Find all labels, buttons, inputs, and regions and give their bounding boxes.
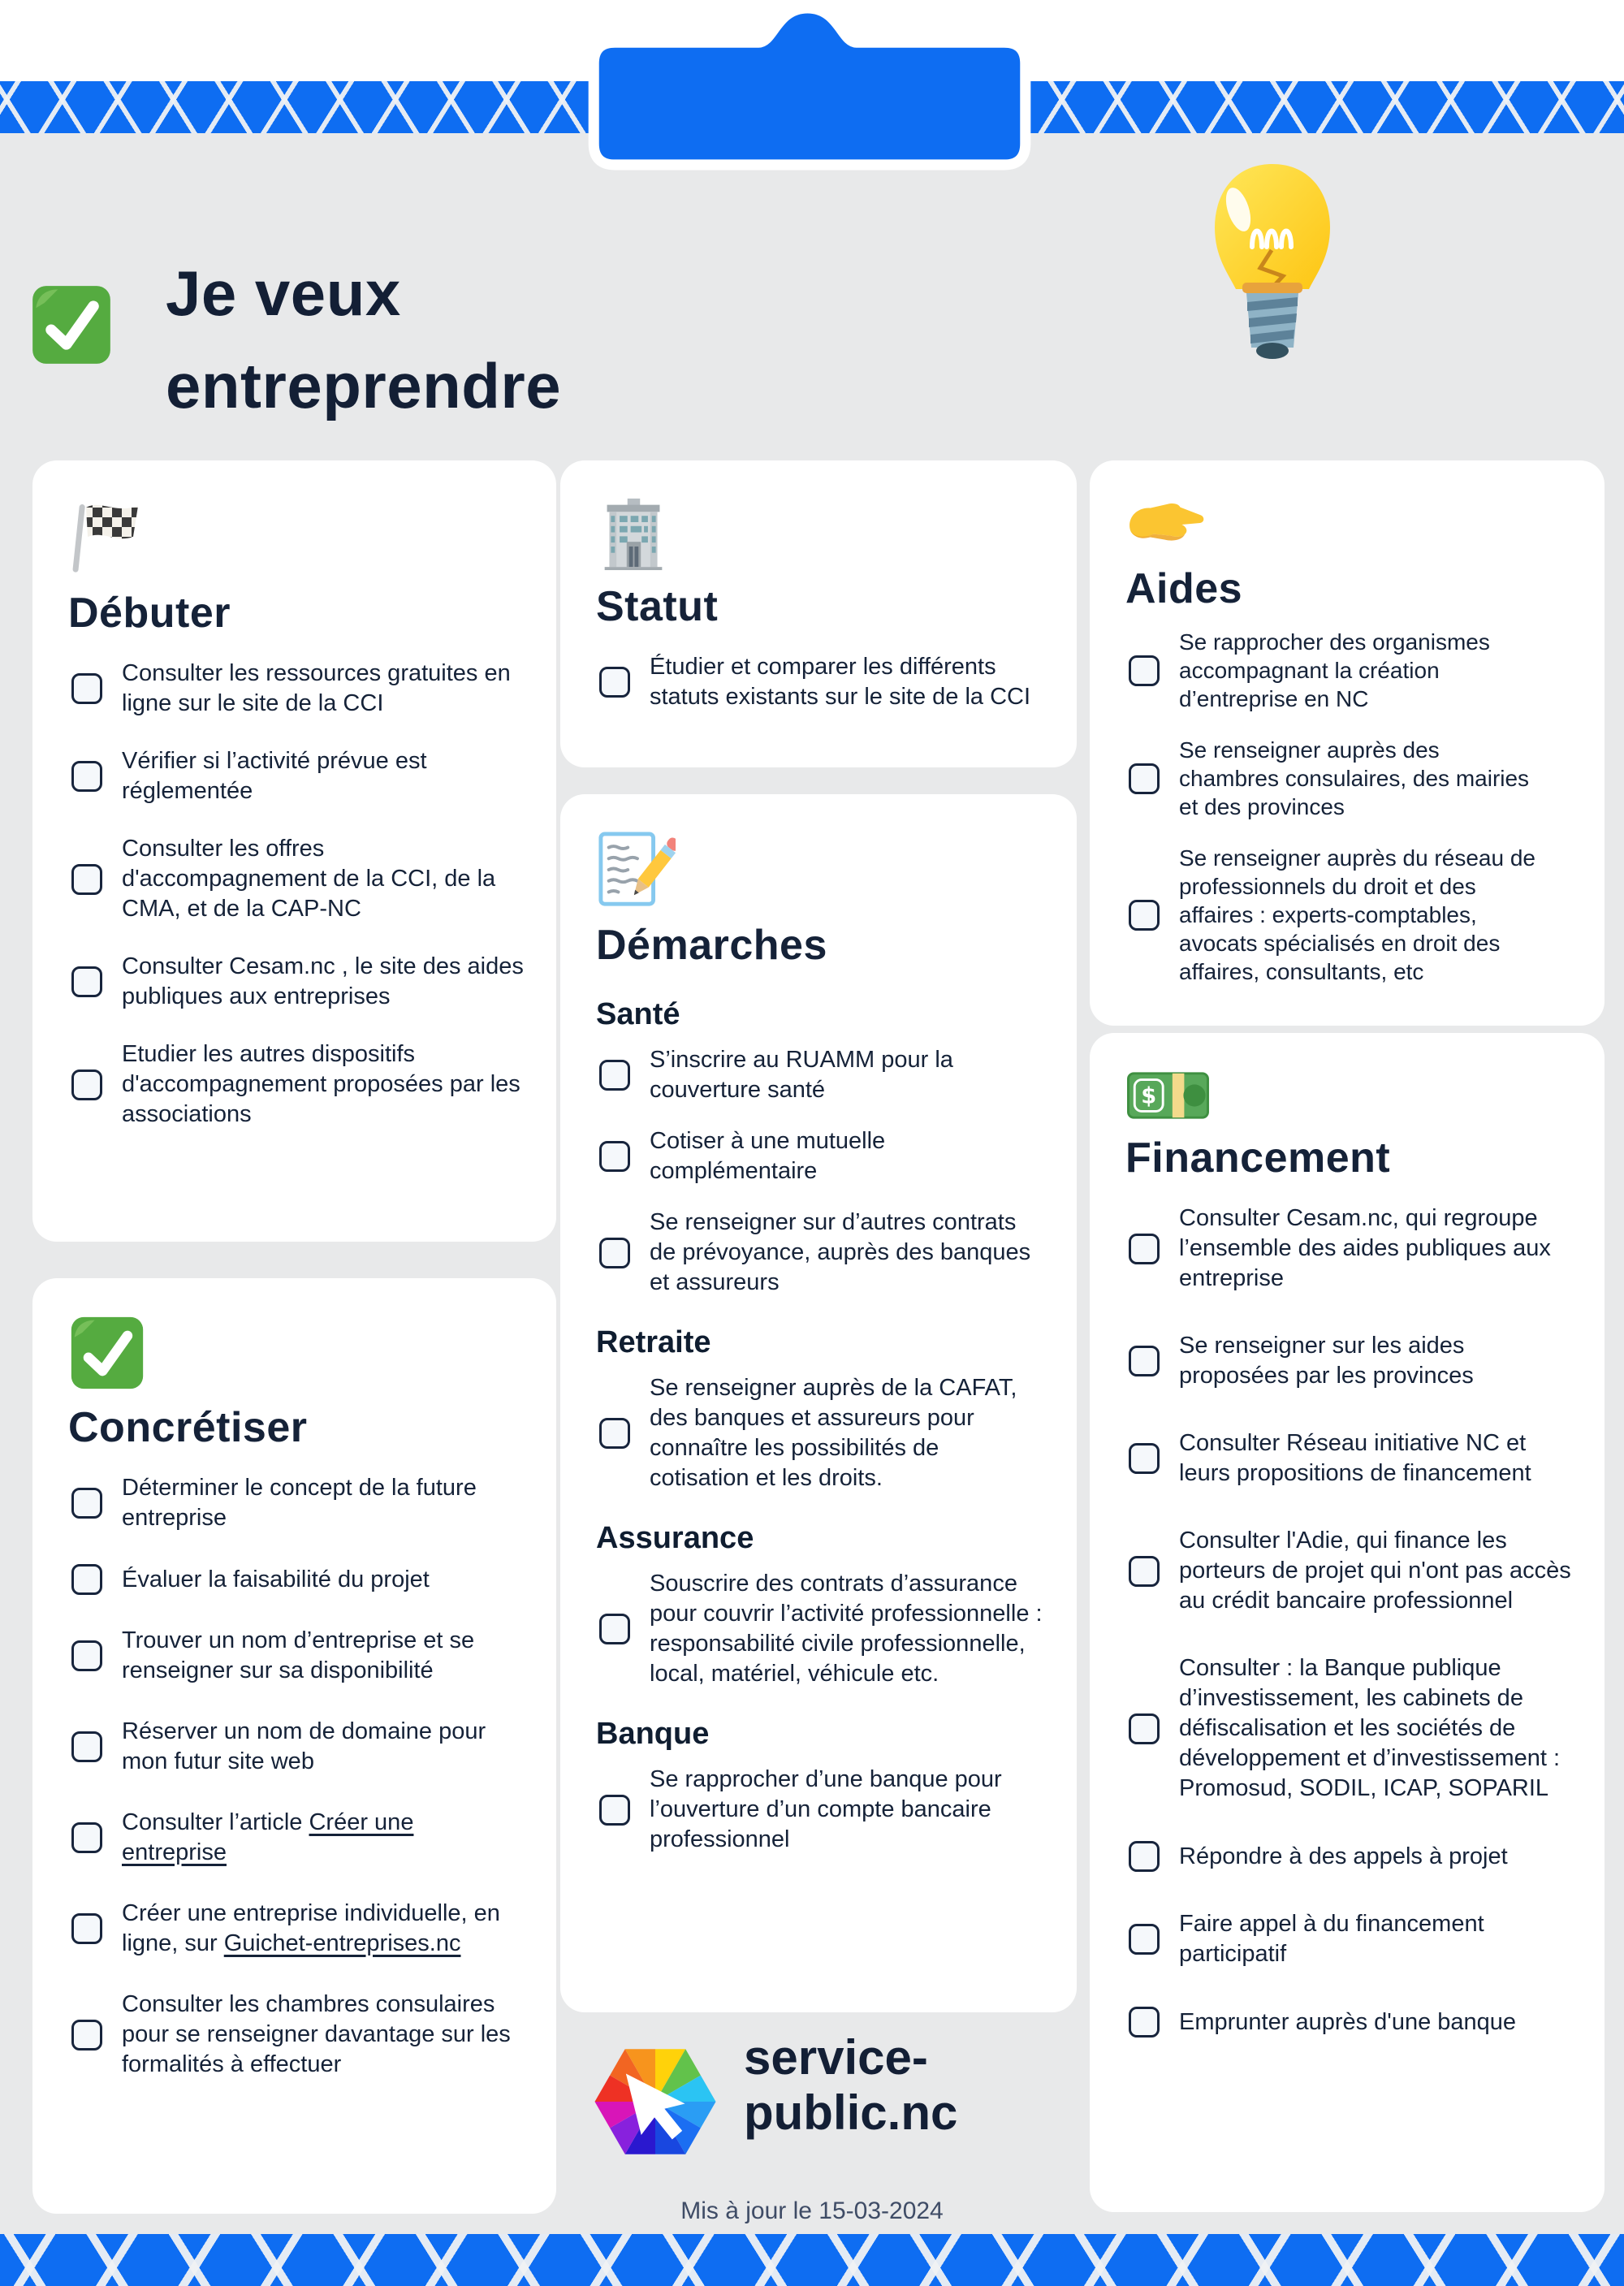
item-text: Vérifier si l’activité prévue est réglementée	[122, 748, 427, 804]
checklist-item	[1122, 736, 1572, 821]
checklist-item	[65, 1808, 524, 1868]
page-title: Je veux entreprendre	[166, 257, 562, 422]
checklist-item	[65, 659, 524, 719]
checkbox[interactable]	[1129, 763, 1160, 794]
item-text: Consulter l'Adie, qui finance les porteurs de projet qui n'ont pas accès au crédit bancaire professionnel	[1179, 1528, 1571, 1614]
item-text: Consulter les ressources gratuites en ligne sur le site de la CCI	[122, 660, 511, 716]
checkbox[interactable]	[599, 1614, 630, 1644]
decorative-band-bottom	[0, 2234, 1624, 2286]
section-label: Santé	[596, 997, 680, 1031]
checkbox[interactable]	[71, 1488, 102, 1519]
item-text: Réserver un nom de domaine pour mon futur site web	[122, 1718, 486, 1774]
checklist-item	[593, 1765, 1044, 1855]
checklist-item	[65, 746, 524, 806]
item-text: Évaluer la faisabilité du projet	[122, 1566, 430, 1592]
checkbox[interactable]	[71, 864, 102, 895]
section-label: Retraite	[596, 1325, 711, 1359]
item-text: S’inscrire au RUAMM pour la couverture santé	[650, 1047, 953, 1103]
office-building-icon	[596, 496, 671, 571]
item-text: Cotiser à une mutuelle complémentaire	[650, 1128, 886, 1184]
checkbox[interactable]	[71, 1070, 102, 1100]
checkbox[interactable]	[71, 2020, 102, 2050]
service-public-logo	[590, 2033, 721, 2170]
item-text: Trouver un nom d’entreprise et se renseigner sur sa disponibilité	[122, 1627, 475, 1683]
checkbox[interactable]	[599, 1141, 630, 1172]
checklist-item	[1122, 1428, 1572, 1489]
section-label: Assurance	[596, 1521, 754, 1555]
brand-wordmark: service- public.nc	[744, 2030, 958, 2140]
checklist-item	[1122, 1526, 1572, 1616]
checkbox[interactable]	[1129, 1841, 1160, 1872]
card-statut	[560, 460, 1077, 767]
item-text: Faire appel à du financement participatif	[1179, 1911, 1484, 1967]
checklist-item	[593, 1373, 1044, 1493]
checkbox[interactable]	[599, 1238, 630, 1268]
card-aides	[1090, 460, 1605, 1026]
checkbox[interactable]	[71, 1913, 102, 1944]
item-text: Consulter : la Banque publique d’investissement, les cabinets de défiscalisation et les sociétés de développement et d’investissement : Promosud, SODIL, ICAP, SOPARIL	[1179, 1655, 1561, 1801]
checklist-item	[1122, 1203, 1572, 1294]
item-text: Créer une entreprise individuelle, en ligne, sur Guichet-entreprises.nc	[122, 1900, 500, 1956]
item-text: Étudier et comparer les différents statuts existants sur le site de la CCI	[650, 654, 1031, 710]
checklist-item	[65, 952, 524, 1012]
item-text: Se renseigner auprès du réseau de professionnels du droit et des affaires : experts-comptables, avocats spécialisés en droit des affaires, consultants, etc	[1179, 845, 1535, 984]
card-title: Statut	[596, 583, 719, 630]
item-text: Se renseigner auprès de la CAFAT, des banques et assureurs pour connaître les possibilités de cotisation et les droits.	[650, 1375, 1017, 1491]
item-text: Consulter l’article Créer une entreprise	[122, 1809, 414, 1865]
card-title: Concrétiser	[68, 1404, 308, 1451]
checklist-item	[593, 1126, 1044, 1186]
checklist-item	[65, 1473, 524, 1533]
item-text: Se renseigner auprès des chambres consulaires, des mairies et des provinces	[1179, 737, 1530, 819]
checkbox[interactable]	[599, 1795, 630, 1826]
checklist-item	[65, 1039, 524, 1130]
checkbox[interactable]	[71, 966, 102, 997]
item-text: Consulter Cesam.nc, qui regroupe l’ensemble des aides publiques aux entreprise	[1179, 1205, 1551, 1291]
card-demarches	[560, 794, 1077, 2012]
checklist-item	[1122, 2007, 1572, 2038]
header-ribbon	[586, 3, 1033, 171]
svg-text:$: $	[1141, 1083, 1157, 1109]
inline-link[interactable]: Créer une entreprise	[122, 1809, 414, 1865]
item-text: Consulter Cesam.nc , le site des aides publiques aux entreprises	[122, 953, 524, 1009]
checkered-flag-icon	[68, 496, 149, 577]
checkbox[interactable]	[1129, 1234, 1160, 1264]
memo-pencil-icon	[596, 830, 676, 910]
checklist-item	[1122, 1909, 1572, 1969]
checkbox[interactable]	[71, 1731, 102, 1762]
green-check-icon	[29, 283, 114, 367]
checkbox[interactable]	[599, 1418, 630, 1449]
checklist-item	[65, 834, 524, 924]
card-concretiser	[32, 1278, 556, 2214]
checklist-item	[65, 1899, 524, 1959]
checklist-item	[65, 1717, 524, 1777]
checkbox[interactable]	[1129, 1713, 1160, 1744]
item-text: Déterminer le concept de la future entreprise	[122, 1475, 477, 1531]
item-text: Etudier les autres dispositifs d'accompagnement proposées par les associations	[122, 1041, 520, 1127]
item-text: Se renseigner sur les aides proposées par les provinces	[1179, 1333, 1474, 1389]
item-text: Se rapprocher d’une banque pour l’ouverture d’un compte bancaire professionnel	[650, 1766, 1002, 1852]
checklist-item	[1122, 1653, 1572, 1804]
checkbox[interactable]	[71, 761, 102, 792]
card-title: Aides	[1125, 565, 1243, 612]
banknote-icon	[1125, 1069, 1211, 1122]
card-debuter	[32, 460, 556, 1242]
checklist-item	[65, 1990, 524, 2080]
checkbox[interactable]	[1129, 1556, 1160, 1587]
checkbox[interactable]	[1129, 655, 1160, 686]
checkbox[interactable]	[1129, 1924, 1160, 1955]
green-check-icon	[68, 1314, 146, 1392]
item-text: Emprunter auprès d'une banque	[1179, 2008, 1517, 2035]
checklist-item	[1122, 1841, 1572, 1872]
checklist-item	[65, 1564, 524, 1595]
checklist-item	[1122, 1331, 1572, 1391]
item-text: Consulter les chambres consulaires pour se renseigner davantage sur les formalités à effectuer	[122, 1991, 511, 2077]
checkbox[interactable]	[1129, 2007, 1160, 2038]
card-title: Démarches	[596, 922, 827, 969]
checklist-item	[593, 1208, 1044, 1298]
checkbox[interactable]	[599, 1060, 630, 1091]
section-label: Banque	[596, 1717, 710, 1751]
checkbox[interactable]	[71, 1822, 102, 1853]
checkbox[interactable]	[599, 667, 630, 698]
open-hand-icon	[1125, 496, 1207, 553]
checklist-item	[593, 1569, 1044, 1689]
item-text: Se rapprocher des organismes accompagnant la création d’entreprise en NC	[1179, 629, 1490, 711]
item-text: Répondre à des appels à projet	[1179, 1843, 1508, 1869]
checkbox[interactable]	[71, 1640, 102, 1671]
checklist-item	[593, 652, 1044, 712]
checkbox[interactable]	[71, 1564, 102, 1595]
inline-link[interactable]: Guichet-entreprises.nc	[223, 1930, 461, 1956]
checklist-item	[593, 1045, 1044, 1105]
card-title: Débuter	[68, 590, 231, 637]
checkbox[interactable]	[71, 673, 102, 704]
item-text: Se renseigner sur d’autres contrats de prévoyance, auprès des banques et assureurs	[650, 1209, 1031, 1295]
item-text: Consulter Réseau initiative NC et leurs propositions de financement	[1179, 1430, 1531, 1486]
checklist-item	[1122, 628, 1572, 713]
item-text: Souscrire des contrats d’assurance pour couvrir l’activité professionnelle : responsabilité civile professionnelle, local, matériel, véhicule etc.	[650, 1571, 1043, 1687]
updated-date: Mis à jour le 15-03-2024	[680, 2197, 944, 2224]
item-text: Consulter les offres d'accompagnement de la CCI, de la CMA, et de la CAP-NC	[122, 836, 496, 922]
lightbulb-icon	[1202, 159, 1344, 366]
card-title: Financement	[1125, 1134, 1391, 1182]
checklist-item	[1122, 844, 1572, 986]
checklist-item	[65, 1626, 524, 1686]
checkbox[interactable]	[1129, 900, 1160, 931]
checkbox[interactable]	[1129, 1346, 1160, 1376]
card-financement	[1090, 1033, 1605, 2212]
checkbox[interactable]	[1129, 1443, 1160, 1474]
